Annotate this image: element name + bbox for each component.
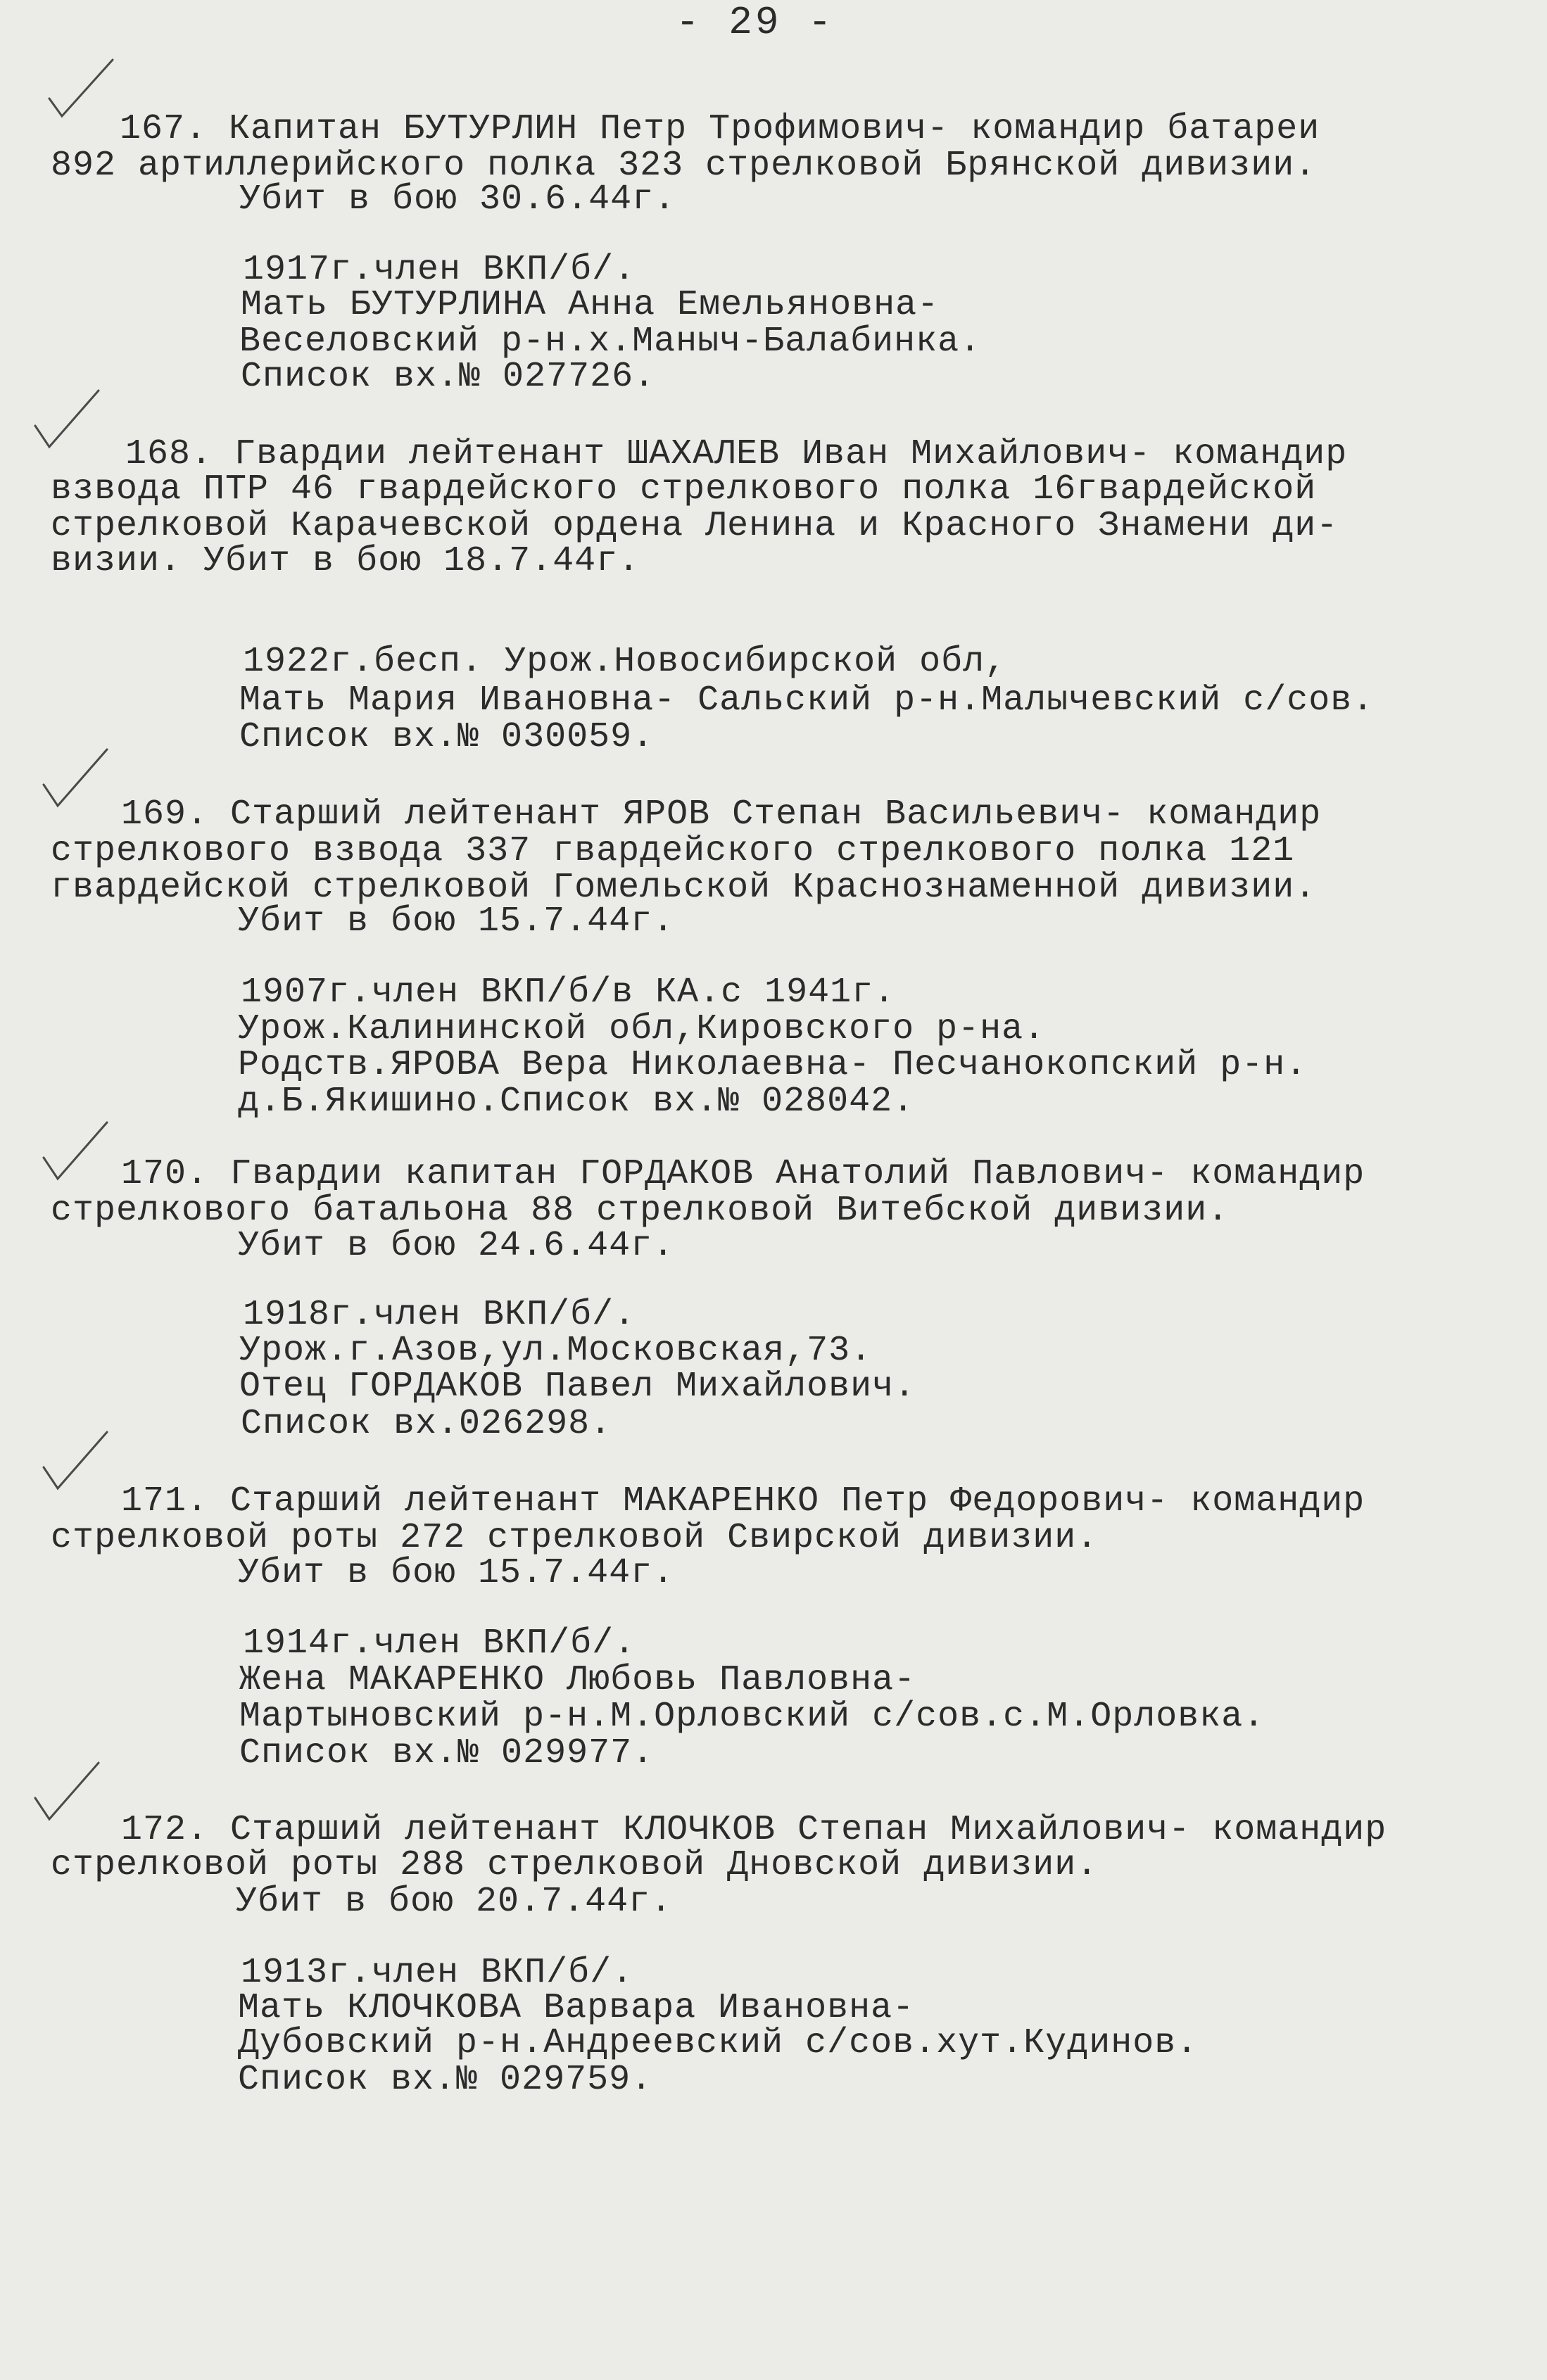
entry-169-line-2: стрелкового взвода 337 гвардейского стрелкового полка 121 [51, 831, 1295, 871]
entry-169-line-5: 1907г.член ВКП/б/в КА.с 1941г. [241, 973, 896, 1013]
entry-171-line-7: Список вх.№ 029977. [239, 1733, 655, 1773]
checkmark-icon [42, 56, 120, 120]
entry-169-line-7: Родств.ЯРОВА Вера Николаевна- Песчанокопский р-н. [238, 1045, 1308, 1085]
entry-170-line-3: Убит в бою 24.6.44г. [238, 1226, 675, 1266]
entry-168-line-7: Список вх.№ 030059. [239, 717, 655, 757]
entry-168-line-3: стрелковой Карачевской ордена Ленина и Красного Знамени ди- [51, 506, 1339, 546]
entry-169-line-3: гвардейской стрелковой Гомельской Краснознаменной дивизии. [51, 868, 1317, 908]
entry-170-line-5: Урож.г.Азов,ул.Московская,73. [239, 1331, 873, 1371]
checkmark-icon [28, 1759, 106, 1823]
entry-170-line-6: Отец ГОРДАКОВ Павел Михайлович. [239, 1367, 916, 1407]
entry-172-line-2: стрелковой роты 288 стрелковой Дновской дивизии. [51, 1845, 1099, 1885]
entry-169-line-4: Убит в бою 15.7.44г. [238, 901, 675, 942]
entry-171-line-5: Жена МАКАРЕНКО Любовь Павловна- [239, 1660, 916, 1700]
entry-171-line-2: стрелковой роты 272 стрелковой Свирской дивизии. [51, 1518, 1099, 1558]
entry-170-line-1: 170. Гвардии капитан ГОРДАКОВ Анатолий Павлович- командир [121, 1154, 1365, 1194]
entry-167-line-5: Мать БУТУРЛИНА Анна Емельяновна- [241, 285, 940, 325]
checkmark-icon [28, 387, 106, 450]
entry-170-line-2: стрелкового батальона 88 стрелковой Витебской дивизии. [51, 1191, 1230, 1231]
checkmark-icon [37, 1429, 114, 1492]
entry-168-line-4: визии. Убит в бою 18.7.44г. [51, 541, 640, 581]
entry-172-line-6: Дубовский р-н.Андреевский с/сов.хут.Кудинов. [238, 2023, 1199, 2063]
entry-172-line-7: Список вх.№ 029759. [238, 2060, 653, 2100]
entry-171-line-4: 1914г.член ВКП/б/. [243, 1623, 636, 1664]
page-number: - 29 - [676, 0, 835, 45]
entry-167-line-3: Убит в бою 30.6.44г. [239, 179, 676, 220]
entry-167-line-7: Список вх.№ 027726. [241, 357, 656, 397]
entry-172-line-5: Мать КЛОЧКОВА Варвара Ивановна- [238, 1988, 915, 2028]
entry-172-line-4: 1913г.член ВКП/б/. [241, 1953, 634, 1993]
entry-170-line-7: Список вх.026298. [241, 1404, 612, 1444]
checkmark-icon [37, 746, 114, 809]
entry-171-line-3: Убит в бою 15.7.44г. [238, 1553, 675, 1593]
entry-167-line-1: 167. Капитан БУТУРЛИН Петр Трофимович- командир батареи [120, 109, 1320, 149]
entry-167-line-2: 892 артиллерийского полка 323 стрелковой Брянской дивизии. [51, 146, 1317, 186]
entry-170-line-4: 1918г.член ВКП/б/. [243, 1295, 636, 1335]
entry-169-line-8: д.Б.Якишино.Список вх.№ 028042. [238, 1082, 915, 1122]
entry-169-line-6: Урож.Калининской обл,Кировского р-на. [238, 1009, 1046, 1049]
checkmark-icon [37, 1119, 114, 1182]
entry-172-line-1: 172. Старший лейтенант КЛОЧКОВ Степан Михайлович- командир [121, 1810, 1387, 1850]
entry-172-line-3: Убит в бою 20.7.44г. [236, 1882, 673, 1922]
entry-167-line-6: Веселовский р-н.х.Маныч-Балабинка. [239, 322, 982, 362]
entry-167-line-4: 1917г.член ВКП/б/. [243, 250, 636, 290]
entry-168-line-1: 168. Гвардии лейтенант ШАХАЛЕВ Иван Михайлович- командир [125, 434, 1348, 474]
entry-168-line-6: Мать Мария Ивановна- Сальский р-н.Малычевский с/сов. [239, 681, 1375, 721]
entry-168-line-5: 1922г.беcп. Урож.Новосибирской обл, [243, 642, 1007, 682]
entry-169-line-1: 169. Старший лейтенант ЯРОВ Степан Васильевич- командир [121, 795, 1322, 835]
entry-171-line-1: 171. Старший лейтенант МАКАРЕНКО Петр Федорович- командир [121, 1481, 1365, 1521]
entry-171-line-6: Мартыновский р-н.М.Орловский с/сов.с.М.Орловка. [239, 1697, 1265, 1737]
entry-168-line-2: взвода ПТР 46 гвардейского стрелкового полка 16гвардейской [51, 469, 1317, 509]
